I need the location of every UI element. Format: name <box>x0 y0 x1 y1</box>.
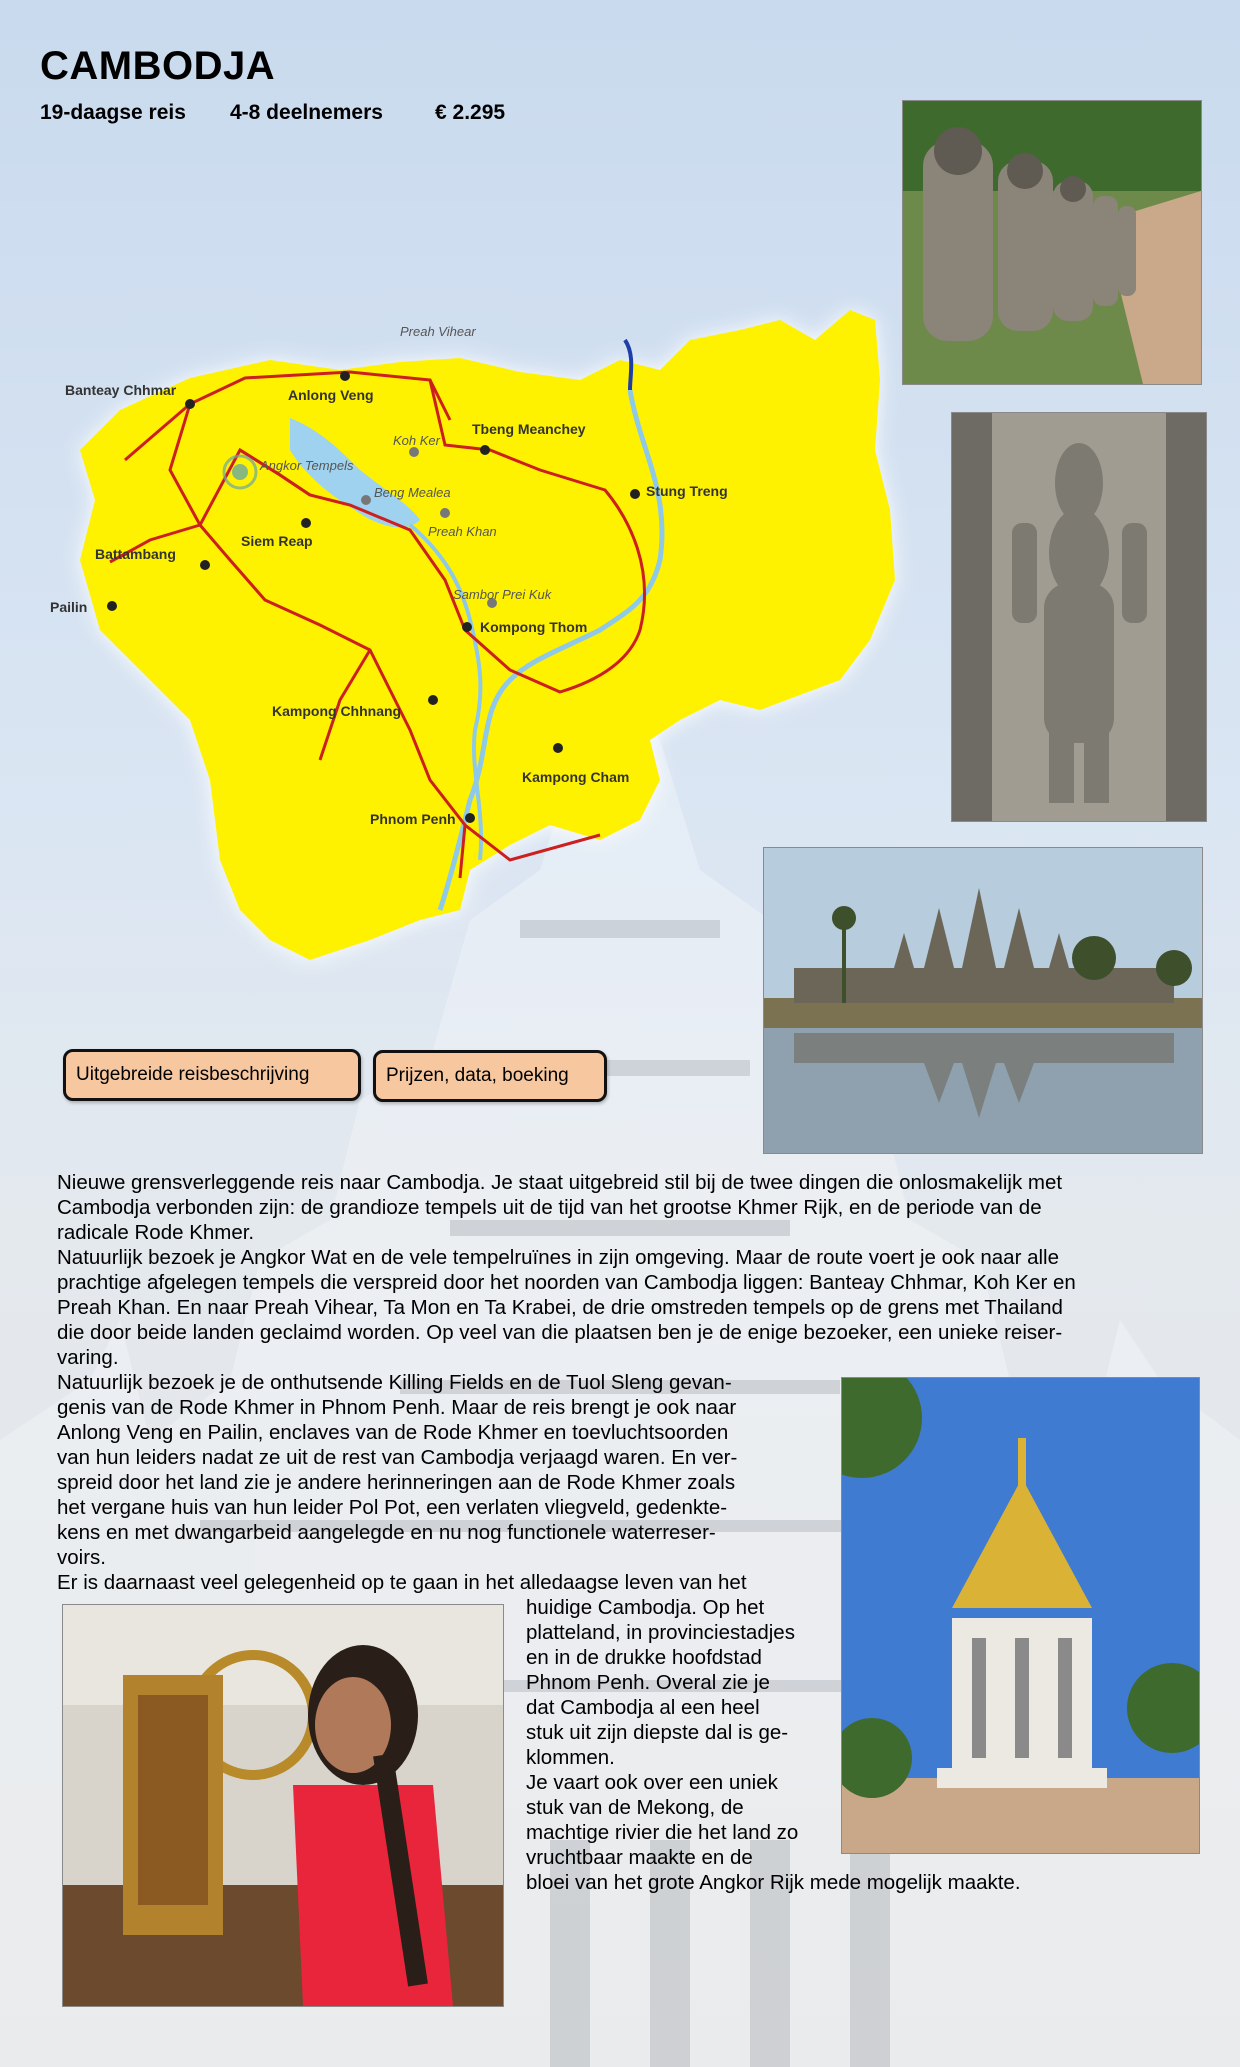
text-line: varing. <box>57 1346 119 1369</box>
city-marker <box>409 447 419 457</box>
city-marker <box>361 495 371 505</box>
city-marker <box>462 622 472 632</box>
city-label: Angkor Tempels <box>260 458 354 473</box>
text-line: die door beide landen geclaimd worden. Op veel van die plaatsen ben je de enige bezoeker, een unieke reiser- <box>57 1321 1063 1344</box>
city-marker <box>340 371 350 381</box>
khmer-rouge-paragraph <box>57 1370 1217 1595</box>
text-line: Phnom Penh. Overal zie je <box>526 1671 770 1694</box>
text-line: en in de drukke hoofdstad <box>526 1646 762 1669</box>
city-marker <box>440 508 450 518</box>
city-label: Tbeng Meanchey <box>472 421 586 437</box>
text-line: prachtige afgelegen tempels die verspreid door het noorden van Cambodja liggen: Banteay Chhmar, Koh Ker en <box>57 1271 1076 1294</box>
text-line: Er is daarnaast veel gelegenheid op te gaan in het alledaagse leven van het <box>57 1571 747 1594</box>
text-line: machtige rivier die het land zo <box>526 1821 799 1844</box>
city-marker <box>428 695 438 705</box>
text-line: vruchtbaar maakte en de <box>526 1846 753 1869</box>
city-label: Beng Mealea <box>374 485 451 500</box>
city-label: Battambang <box>95 546 176 562</box>
ice-shaver-woman-photo <box>62 1604 504 2007</box>
text-line: van hun leiders nadat ze uit de rest van Cambodja verjaagd waren. En ver- <box>57 1446 738 1469</box>
city-marker <box>553 743 563 753</box>
city-marker <box>107 601 117 611</box>
text-line: huidige Cambodja. Op het <box>526 1596 765 1619</box>
text-line: Je vaart ook over een uniek <box>526 1771 778 1794</box>
trip-participants: 4-8 deelnemers <box>230 101 383 124</box>
daily-life-text <box>526 1595 1226 1895</box>
city-label: Koh Ker <box>393 433 440 448</box>
text-line: Preah Khan. En naar Preah Vihear, Ta Mon en Ta Krabei, de drie omstreden tempels op de grens met Thailand <box>57 1296 1063 1319</box>
text-line: Nieuwe grensverleggende reis naar Cambodja. Je staat uitgebreid stil bij de twee dingen die onlosmakelijk met <box>57 1171 1063 1194</box>
text-line: voirs. <box>57 1546 106 1569</box>
text-line: spreid door het land zie je andere herinneringen aan de Rode Khmer zoals <box>57 1471 736 1494</box>
city-label: Preah Khan <box>428 524 497 539</box>
city-marker <box>630 489 640 499</box>
trip-price: € 2.295 <box>435 101 506 124</box>
text-line: bloei van het grote Angkor Rijk mede mogelijk maakte. <box>526 1871 1021 1894</box>
description-button[interactable] <box>63 1049 361 1101</box>
trip-duration: 19-daagse reis <box>40 101 186 124</box>
text-line: Cambodja verbonden zijn: de grandioze tempels uit de tijd van het grootse Khmer Rijk, en de periode van de <box>57 1196 1042 1219</box>
city-label: Sambor Prei Kuk <box>453 587 552 602</box>
city-label: Preah Vihear <box>400 324 476 339</box>
city-marker <box>480 445 490 455</box>
stone-statues-photo <box>902 100 1202 385</box>
text-line: Natuurlijk bezoek je Angkor Wat en de vele tempelruïnes in zijn omgeving. Maar de route voert je ook naar alle <box>57 1246 1059 1269</box>
city-marker <box>301 518 311 528</box>
city-label: Banteay Chhmar <box>65 382 177 398</box>
intro-paragraph <box>57 1170 1217 1245</box>
city-label: Siem Reap <box>241 533 313 549</box>
prices-button-label: Prijzen, data, boeking <box>386 1065 569 1086</box>
daily-life-paragraph <box>526 1595 1226 1895</box>
description-button-label: Uitgebreide reisbeschrijving <box>76 1064 310 1085</box>
city-label: Kompong Thom <box>480 619 588 635</box>
city-label: Stung Treng <box>646 483 728 499</box>
city-marker <box>185 399 195 409</box>
angkor-temple-marker-inner <box>232 464 248 480</box>
page-title: CAMBODJA <box>40 44 276 88</box>
city-marker <box>465 813 475 823</box>
intro-text <box>57 1170 1217 1595</box>
text-line: Natuurlijk bezoek je de onthutsende Killing Fields en de Tuol Sleng gevan- <box>57 1371 732 1394</box>
text-line: klommen. <box>526 1746 615 1769</box>
city-label: Kampong Cham <box>522 769 630 785</box>
text-line: platteland, in provinciestadjes <box>526 1621 795 1644</box>
prices-button[interactable] <box>373 1050 607 1102</box>
text-line: genis van de Rode Khmer in Phnom Penh. Maar de reis brengt je ook naar <box>57 1396 737 1419</box>
temples-paragraph <box>57 1245 1217 1370</box>
text-line: stuk van de Mekong, de <box>526 1796 744 1819</box>
city-label: Phnom Penh <box>370 811 456 827</box>
text-line: stuk uit zijn diepste dal is ge- <box>526 1721 789 1744</box>
text-line: kens en met dwangarbeid aangelegde en nu nog functionele waterreser- <box>57 1521 716 1544</box>
text-line: het vergane huis van hun leider Pol Pot, een verlaten vliegveld, gedenkte- <box>57 1496 728 1519</box>
angkor-wat-photo <box>763 847 1203 1154</box>
text-line: radicale Rode Khmer. <box>57 1221 255 1244</box>
trip-facts <box>40 101 505 125</box>
city-label: Kampong Chhnang <box>272 703 402 719</box>
apsara-carving-photo <box>951 412 1207 822</box>
city-label: Pailin <box>50 599 88 615</box>
text-line: Anlong Veng en Pailin, enclaves van de Rode Khmer en toevluchtsoorden <box>57 1421 729 1444</box>
text-line: dat Cambodja al een heel <box>526 1696 760 1719</box>
city-marker <box>200 560 210 570</box>
city-label: Anlong Veng <box>288 387 374 403</box>
